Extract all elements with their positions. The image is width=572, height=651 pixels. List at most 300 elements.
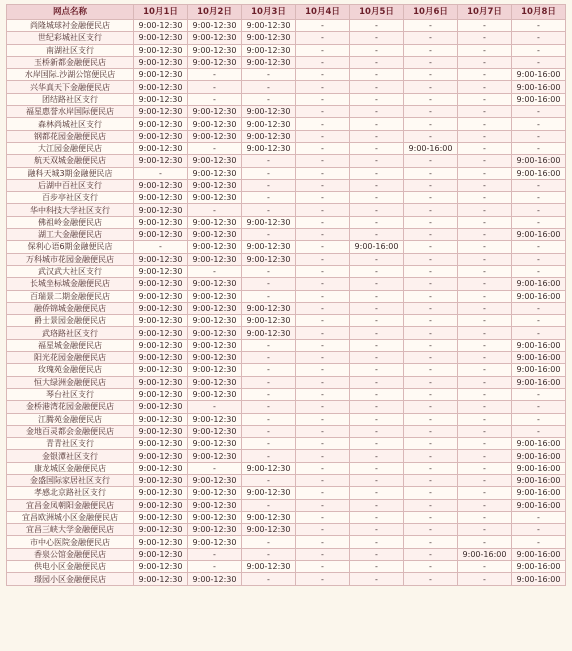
- hours-cell: -: [242, 81, 296, 93]
- hours-cell: -: [350, 56, 404, 68]
- hours-cell: 9:00-12:30: [188, 364, 242, 376]
- hours-cell: -: [242, 438, 296, 450]
- hours-cell: -: [404, 302, 458, 314]
- hours-cell: -: [296, 204, 350, 216]
- hours-cell: 9:00-12:30: [188, 524, 242, 536]
- hours-cell: -: [350, 142, 404, 154]
- hours-cell: -: [296, 32, 350, 44]
- hours-cell: 9:00-12:30: [242, 462, 296, 474]
- hours-cell: -: [458, 352, 512, 364]
- hours-cell: -: [404, 32, 458, 44]
- branch-name-cell: 金盛国际家居社区支行: [7, 474, 134, 486]
- hours-cell: -: [458, 511, 512, 523]
- hours-cell: -: [188, 265, 242, 277]
- hours-cell: -: [296, 93, 350, 105]
- hours-cell: 9:00-12:30: [134, 44, 188, 56]
- hours-cell: 9:00-12:30: [188, 511, 242, 523]
- hours-cell: 9:00-12:30: [188, 438, 242, 450]
- hours-cell: -: [458, 204, 512, 216]
- hours-cell: 9:00-12:30: [134, 499, 188, 511]
- hours-cell: -: [350, 229, 404, 241]
- hours-cell: 9:00-12:30: [134, 20, 188, 32]
- hours-cell: -: [242, 364, 296, 376]
- hours-cell: -: [404, 20, 458, 32]
- table-row: [7, 388, 566, 400]
- hours-cell: 9:00-12:30: [188, 155, 242, 167]
- branch-name-cell: 世纪彩城社区支行: [7, 32, 134, 44]
- hours-cell: 9:00-12:30: [242, 216, 296, 228]
- branch-name-cell: 万科城市花园金融便民店: [7, 253, 134, 265]
- hours-cell: -: [458, 524, 512, 536]
- hours-cell: 9:00-12:30: [188, 474, 242, 486]
- hours-cell: 9:00-12:30: [242, 327, 296, 339]
- hours-cell: 9:00-12:30: [188, 253, 242, 265]
- hours-cell: -: [512, 216, 566, 228]
- hours-cell: 9:00-12:30: [188, 536, 242, 548]
- hours-cell: -: [512, 142, 566, 154]
- hours-cell: 9:00-12:30: [242, 142, 296, 154]
- hours-cell: -: [458, 155, 512, 167]
- branch-name-cell: 宜昌三峡大学金融便民店: [7, 524, 134, 536]
- hours-cell: -: [350, 20, 404, 32]
- hours-cell: 9:00-12:30: [134, 388, 188, 400]
- hours-cell: -: [242, 388, 296, 400]
- hours-cell: 9:00-16:00: [512, 93, 566, 105]
- hours-cell: 9:00-12:30: [134, 474, 188, 486]
- hours-cell: 9:00-16:00: [512, 364, 566, 376]
- branch-name-cell: 金桥港湾花园金融便民店: [7, 401, 134, 413]
- branch-name-cell: 琴台社区支行: [7, 388, 134, 400]
- hours-cell: -: [404, 290, 458, 302]
- hours-cell: 9:00-12:30: [134, 413, 188, 425]
- hours-cell: -: [458, 339, 512, 351]
- table-row: [7, 561, 566, 573]
- branch-name-cell: 供电小区金融便民店: [7, 561, 134, 573]
- branch-name-cell: 湖工大金融便民店: [7, 229, 134, 241]
- hours-cell: -: [350, 524, 404, 536]
- column-header-date: 10月4日: [296, 5, 350, 20]
- hours-cell: -: [296, 327, 350, 339]
- hours-cell: 9:00-16:00: [458, 548, 512, 560]
- hours-cell: 9:00-12:30: [134, 548, 188, 560]
- hours-cell: -: [404, 229, 458, 241]
- hours-cell: 9:00-12:30: [134, 536, 188, 548]
- hours-cell: 9:00-16:00: [512, 167, 566, 179]
- hours-cell: -: [458, 216, 512, 228]
- hours-cell: -: [404, 327, 458, 339]
- table-row: [7, 20, 566, 32]
- hours-cell: 9:00-12:30: [188, 167, 242, 179]
- hours-cell: -: [404, 192, 458, 204]
- hours-cell: -: [188, 81, 242, 93]
- table-row: [7, 413, 566, 425]
- hours-cell: -: [404, 315, 458, 327]
- hours-cell: -: [404, 474, 458, 486]
- branch-name-cell: 南湖社区支行: [7, 44, 134, 56]
- table-row: [7, 339, 566, 351]
- table-row: [7, 44, 566, 56]
- hours-cell: -: [242, 376, 296, 388]
- hours-cell: 9:00-12:30: [134, 216, 188, 228]
- hours-cell: -: [458, 192, 512, 204]
- hours-cell: -: [404, 462, 458, 474]
- table-row: [7, 81, 566, 93]
- hours-cell: -: [296, 462, 350, 474]
- table-row: [7, 118, 566, 130]
- hours-cell: -: [512, 388, 566, 400]
- hours-cell: 9:00-12:30: [188, 56, 242, 68]
- hours-cell: 9:00-16:00: [512, 290, 566, 302]
- hours-cell: -: [350, 339, 404, 351]
- hours-cell: 9:00-12:30: [134, 339, 188, 351]
- branch-name-cell: 阳光花园金融便民店: [7, 352, 134, 364]
- hours-cell: -: [296, 69, 350, 81]
- branch-name-cell: 百步亭社区支行: [7, 192, 134, 204]
- hours-cell: -: [296, 413, 350, 425]
- hours-cell: -: [458, 315, 512, 327]
- hours-cell: -: [188, 93, 242, 105]
- hours-cell: 9:00-12:30: [134, 142, 188, 154]
- hours-cell: 9:00-12:30: [242, 487, 296, 499]
- branch-name-cell: 金银潭社区支行: [7, 450, 134, 462]
- hours-cell: -: [404, 561, 458, 573]
- table-row: [7, 302, 566, 314]
- hours-cell: -: [404, 425, 458, 437]
- branch-name-cell: 青青社区支行: [7, 438, 134, 450]
- hours-cell: 9:00-12:30: [242, 241, 296, 253]
- hours-cell: -: [458, 573, 512, 585]
- hours-cell: 9:00-12:30: [134, 462, 188, 474]
- branch-name-cell: 融科天城3期金融便民店: [7, 167, 134, 179]
- hours-cell: -: [404, 167, 458, 179]
- hours-cell: -: [296, 511, 350, 523]
- branch-name-cell: 玫瑰苑金融便民店: [7, 364, 134, 376]
- hours-cell: 9:00-12:30: [188, 327, 242, 339]
- hours-cell: 9:00-12:30: [188, 499, 242, 511]
- table-body: [7, 20, 566, 586]
- table-row: [7, 179, 566, 191]
- hours-cell: -: [242, 179, 296, 191]
- hours-cell: 9:00-12:30: [188, 192, 242, 204]
- hours-cell: -: [404, 56, 458, 68]
- hours-cell: -: [296, 376, 350, 388]
- hours-cell: 9:00-12:30: [188, 487, 242, 499]
- hours-cell: -: [350, 315, 404, 327]
- hours-cell: -: [512, 179, 566, 191]
- hours-cell: -: [350, 401, 404, 413]
- hours-cell: 9:00-12:30: [188, 278, 242, 290]
- branch-name-cell: 兴华真天下金融便民店: [7, 81, 134, 93]
- hours-cell: -: [512, 524, 566, 536]
- branch-name-cell: 爵士景园金融便民店: [7, 315, 134, 327]
- hours-cell: -: [458, 290, 512, 302]
- hours-cell: -: [350, 487, 404, 499]
- hours-cell: -: [296, 548, 350, 560]
- branch-name-cell: 孝感北京路社区支行: [7, 487, 134, 499]
- hours-cell: 9:00-12:30: [188, 450, 242, 462]
- hours-cell: 9:00-12:30: [188, 20, 242, 32]
- table-row: [7, 573, 566, 585]
- hours-cell: 9:00-12:30: [134, 364, 188, 376]
- hours-cell: -: [242, 204, 296, 216]
- hours-cell: -: [296, 44, 350, 56]
- table-row: [7, 511, 566, 523]
- hours-cell: -: [350, 167, 404, 179]
- hours-cell: -: [296, 265, 350, 277]
- table-row: [7, 155, 566, 167]
- hours-cell: 9:00-16:00: [512, 376, 566, 388]
- hours-cell: 9:00-12:30: [134, 376, 188, 388]
- hours-cell: -: [512, 44, 566, 56]
- hours-cell: -: [242, 339, 296, 351]
- table-header: [7, 5, 566, 20]
- hours-cell: -: [458, 56, 512, 68]
- branch-name-cell: 市中心医院金融便民店: [7, 536, 134, 548]
- hours-cell: 9:00-12:30: [134, 155, 188, 167]
- hours-cell: -: [512, 302, 566, 314]
- hours-cell: 9:00-12:30: [134, 192, 188, 204]
- column-header-date: 10月8日: [512, 5, 566, 20]
- hours-cell: -: [296, 106, 350, 118]
- hours-cell: -: [242, 401, 296, 413]
- hours-cell: -: [296, 388, 350, 400]
- hours-cell: -: [458, 474, 512, 486]
- hours-cell: -: [296, 425, 350, 437]
- hours-cell: 9:00-12:30: [242, 20, 296, 32]
- hours-cell: -: [350, 302, 404, 314]
- hours-cell: 9:00-12:30: [188, 425, 242, 437]
- hours-cell: -: [404, 413, 458, 425]
- hours-cell: 9:00-12:30: [242, 561, 296, 573]
- hours-cell: -: [458, 487, 512, 499]
- hours-cell: -: [512, 56, 566, 68]
- hours-cell: -: [404, 216, 458, 228]
- hours-cell: -: [404, 352, 458, 364]
- hours-cell: -: [350, 388, 404, 400]
- hours-cell: 9:00-16:00: [512, 229, 566, 241]
- hours-cell: -: [296, 241, 350, 253]
- hours-cell: -: [404, 118, 458, 130]
- hours-cell: -: [296, 118, 350, 130]
- hours-cell: -: [512, 401, 566, 413]
- hours-cell: -: [296, 573, 350, 585]
- hours-cell: -: [458, 302, 512, 314]
- hours-cell: -: [296, 364, 350, 376]
- table-row: [7, 204, 566, 216]
- hours-cell: 9:00-12:30: [242, 130, 296, 142]
- hours-cell: -: [296, 524, 350, 536]
- hours-cell: -: [458, 401, 512, 413]
- hours-cell: -: [242, 69, 296, 81]
- hours-cell: 9:00-12:30: [134, 229, 188, 241]
- branch-name-cell: 金地百灵都会金融便民店: [7, 425, 134, 437]
- hours-cell: 9:00-16:00: [512, 462, 566, 474]
- hours-cell: -: [350, 364, 404, 376]
- hours-cell: -: [296, 499, 350, 511]
- hours-cell: -: [512, 536, 566, 548]
- hours-cell: 9:00-12:30: [134, 327, 188, 339]
- hours-cell: -: [350, 327, 404, 339]
- table-row: [7, 487, 566, 499]
- hours-cell: -: [296, 536, 350, 548]
- table-row: [7, 142, 566, 154]
- branch-name-cell: 航天双城金融便民店: [7, 155, 134, 167]
- hours-cell: -: [296, 142, 350, 154]
- hours-cell: -: [512, 192, 566, 204]
- hours-cell: 9:00-12:30: [134, 265, 188, 277]
- hours-cell: 9:00-16:00: [404, 142, 458, 154]
- hours-cell: 9:00-16:00: [512, 278, 566, 290]
- hours-cell: -: [350, 561, 404, 573]
- hours-cell: -: [458, 450, 512, 462]
- table-row: [7, 315, 566, 327]
- branch-name-cell: 武汉武大社区支行: [7, 265, 134, 277]
- hours-cell: 9:00-12:30: [134, 524, 188, 536]
- hours-cell: -: [296, 450, 350, 462]
- branch-name-cell: 香泉公馆金融便民店: [7, 548, 134, 560]
- hours-cell: 9:00-12:30: [134, 253, 188, 265]
- branch-name-cell: 后湖中百社区支行: [7, 179, 134, 191]
- hours-cell: -: [512, 253, 566, 265]
- branch-hours-table: [6, 4, 566, 586]
- hours-cell: -: [296, 438, 350, 450]
- hours-cell: 9:00-12:30: [134, 438, 188, 450]
- hours-cell: -: [458, 44, 512, 56]
- hours-cell: -: [404, 81, 458, 93]
- hours-cell: -: [404, 376, 458, 388]
- hours-cell: 9:00-12:30: [134, 425, 188, 437]
- hours-cell: -: [458, 81, 512, 93]
- hours-cell: 9:00-16:00: [512, 450, 566, 462]
- hours-cell: -: [242, 499, 296, 511]
- hours-cell: 9:00-16:00: [512, 69, 566, 81]
- hours-cell: 9:00-16:00: [350, 241, 404, 253]
- hours-cell: 9:00-12:30: [134, 511, 188, 523]
- hours-cell: -: [458, 229, 512, 241]
- hours-cell: 9:00-12:30: [242, 511, 296, 523]
- branch-name-cell: 宜昌欧洲城小区金融便民店: [7, 511, 134, 523]
- hours-cell: -: [404, 573, 458, 585]
- hours-cell: -: [242, 536, 296, 548]
- hours-cell: -: [242, 167, 296, 179]
- hours-cell: -: [404, 93, 458, 105]
- table-row: [7, 425, 566, 437]
- column-header-date: 10月5日: [350, 5, 404, 20]
- hours-cell: 9:00-12:30: [134, 315, 188, 327]
- hours-cell: -: [350, 511, 404, 523]
- hours-cell: 9:00-12:30: [188, 413, 242, 425]
- hours-cell: -: [512, 327, 566, 339]
- hours-cell: -: [404, 44, 458, 56]
- hours-cell: -: [296, 192, 350, 204]
- hours-cell: -: [188, 142, 242, 154]
- hours-cell: 9:00-12:30: [134, 302, 188, 314]
- hours-cell: -: [350, 573, 404, 585]
- hours-cell: -: [242, 265, 296, 277]
- branch-name-cell: 森林尚城社区支行: [7, 118, 134, 130]
- hours-cell: -: [188, 69, 242, 81]
- hours-cell: 9:00-12:30: [134, 81, 188, 93]
- hours-cell: -: [350, 179, 404, 191]
- hours-cell: -: [350, 278, 404, 290]
- hours-cell: -: [242, 93, 296, 105]
- hours-cell: -: [512, 241, 566, 253]
- hours-cell: 9:00-12:30: [188, 106, 242, 118]
- header-row: [7, 5, 566, 20]
- column-header-date: 10月1日: [134, 5, 188, 20]
- hours-cell: -: [458, 130, 512, 142]
- hours-cell: 9:00-16:00: [512, 474, 566, 486]
- table-row: [7, 352, 566, 364]
- table-row: [7, 253, 566, 265]
- hours-cell: -: [512, 204, 566, 216]
- table-row: [7, 474, 566, 486]
- hours-cell: -: [296, 20, 350, 32]
- hours-cell: -: [512, 265, 566, 277]
- table-row: [7, 327, 566, 339]
- hours-cell: -: [296, 179, 350, 191]
- branch-name-cell: 江腾苑金融便民店: [7, 413, 134, 425]
- hours-cell: -: [512, 20, 566, 32]
- hours-cell: 9:00-12:30: [134, 179, 188, 191]
- hours-cell: 9:00-12:30: [188, 290, 242, 302]
- hours-cell: -: [350, 155, 404, 167]
- hours-cell: 9:00-12:30: [188, 241, 242, 253]
- hours-cell: -: [296, 401, 350, 413]
- hours-cell: -: [404, 130, 458, 142]
- hours-cell: -: [296, 229, 350, 241]
- hours-cell: 9:00-12:30: [242, 118, 296, 130]
- hours-cell: -: [188, 401, 242, 413]
- branch-name-cell: 大江园金融便民店: [7, 142, 134, 154]
- hours-cell: 9:00-12:30: [134, 130, 188, 142]
- hours-cell: -: [296, 155, 350, 167]
- hours-cell: -: [134, 167, 188, 179]
- hours-cell: -: [350, 32, 404, 44]
- hours-cell: -: [458, 142, 512, 154]
- table-row: [7, 450, 566, 462]
- hours-cell: 9:00-16:00: [512, 81, 566, 93]
- hours-cell: 9:00-12:30: [134, 573, 188, 585]
- branch-name-cell: 融侨锦城金融便民店: [7, 302, 134, 314]
- hours-cell: 9:00-12:30: [134, 450, 188, 462]
- hours-cell: -: [350, 499, 404, 511]
- hours-cell: 9:00-12:30: [134, 93, 188, 105]
- hours-cell: -: [242, 450, 296, 462]
- hours-cell: -: [404, 339, 458, 351]
- hours-cell: 9:00-12:30: [134, 278, 188, 290]
- hours-cell: 9:00-12:30: [134, 118, 188, 130]
- table-row: [7, 265, 566, 277]
- branch-name-cell: 钢都花园金融便民店: [7, 130, 134, 142]
- hours-cell: -: [404, 179, 458, 191]
- hours-cell: -: [242, 474, 296, 486]
- hours-cell: -: [458, 278, 512, 290]
- hours-cell: -: [242, 192, 296, 204]
- hours-cell: 9:00-12:30: [134, 106, 188, 118]
- hours-cell: -: [458, 106, 512, 118]
- hours-cell: -: [296, 561, 350, 573]
- hours-cell: -: [458, 69, 512, 81]
- hours-cell: 9:00-12:30: [188, 179, 242, 191]
- hours-cell: -: [458, 93, 512, 105]
- hours-cell: -: [458, 438, 512, 450]
- hours-cell: -: [458, 118, 512, 130]
- hours-cell: 9:00-16:00: [512, 487, 566, 499]
- hours-cell: -: [242, 413, 296, 425]
- hours-cell: -: [458, 376, 512, 388]
- hours-cell: 9:00-12:30: [188, 388, 242, 400]
